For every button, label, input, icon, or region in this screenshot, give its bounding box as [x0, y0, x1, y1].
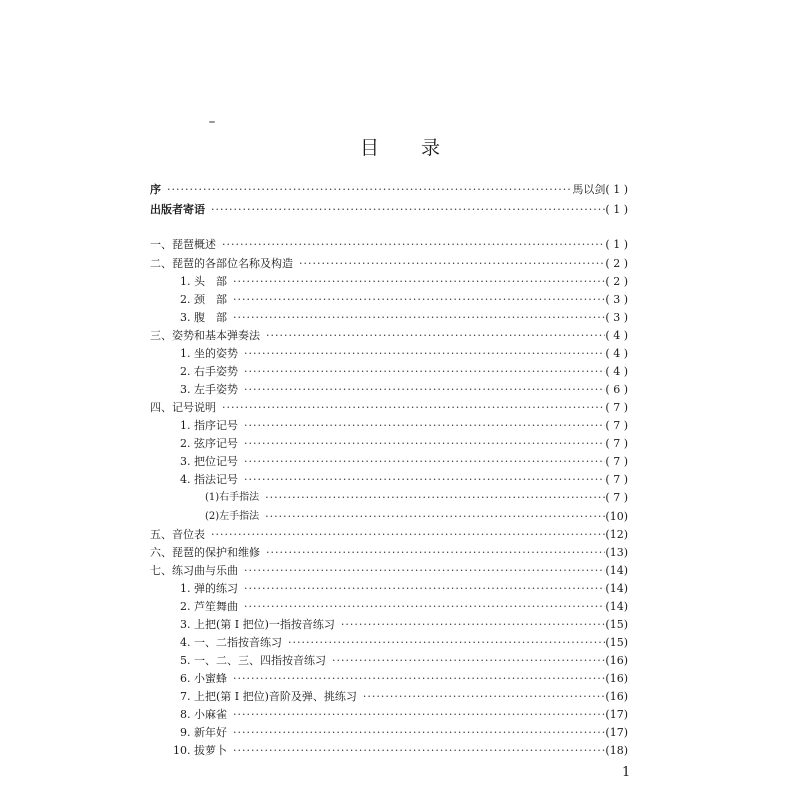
toc-entry — [180, 383, 628, 397]
toc-leader-dots — [266, 546, 605, 560]
toc-entry-page: ( 1 ) — [605, 238, 628, 251]
toc-entry-page: (16) — [605, 654, 628, 667]
toc-entry-label: 3. 左手姿势 — [180, 383, 238, 396]
toc-leader-dots — [211, 528, 605, 542]
toc-leader-dots — [244, 419, 605, 433]
toc-leader-dots — [244, 365, 605, 379]
toc-leader-dots — [244, 600, 605, 614]
toc-entry-page: ( 4 ) — [605, 329, 628, 342]
toc-leader-dots — [244, 347, 605, 361]
toc-entry-page: ( 3 ) — [605, 293, 628, 306]
toc-entry-page: (17) — [605, 726, 628, 739]
toc-entry-label: 2. 颈 部 — [180, 293, 227, 306]
toc-entry-page: ( 7 ) — [605, 455, 628, 468]
toc-entry-label: 4. 指法记号 — [180, 473, 238, 486]
toc-leader-dots — [265, 510, 605, 524]
toc-entry-label: 1. 坐的姿势 — [180, 347, 238, 360]
title-char-2: 录 — [421, 137, 441, 159]
toc-entry-page: ( 1 ) — [605, 203, 628, 216]
toc-entry-page: ( 6 ) — [605, 383, 628, 396]
scan-speck — [209, 121, 215, 123]
toc-entry-label: 五、音位表 — [150, 528, 205, 541]
toc-entry-label: 10. 拔萝卜 — [173, 744, 227, 757]
toc-leader-dots — [265, 491, 605, 505]
toc-entry — [180, 473, 628, 487]
toc-entry — [180, 654, 628, 668]
toc-entry — [180, 618, 628, 632]
toc-entry-page: (17) — [605, 708, 628, 721]
toc-entry-page: ( 2 ) — [605, 257, 628, 270]
toc-entry-label: 8. 小麻雀 — [180, 708, 227, 721]
toc-entry-page: (14) — [605, 564, 628, 577]
toc-entry-page: ( 7 ) — [605, 473, 628, 486]
toc-leader-dots — [332, 654, 605, 668]
toc-leader-dots — [167, 183, 570, 197]
toc-entry — [150, 528, 628, 542]
toc-entry — [150, 401, 628, 415]
toc-leader-dots — [233, 672, 605, 686]
toc-leader-dots — [211, 203, 605, 217]
toc-entry — [180, 311, 628, 325]
toc-entry-label: (2)左手指法 — [205, 511, 260, 522]
toc-leader-dots — [233, 708, 605, 722]
toc-leader-dots — [244, 473, 605, 487]
toc-leader-dots — [233, 311, 605, 325]
toc-entry — [150, 183, 628, 197]
toc-entry-page: ( 3 ) — [605, 311, 628, 324]
toc-entry — [180, 455, 628, 469]
toc-entry — [180, 708, 628, 722]
toc-entry-page: (12) — [605, 528, 628, 541]
toc-entry-label: 一、琵琶概述 — [150, 238, 216, 251]
toc-leader-dots — [363, 690, 605, 704]
toc-entry-page: ( 7 ) — [605, 419, 628, 432]
toc-leader-dots — [244, 564, 605, 578]
toc-entry-label: 5. 一、二、三、四指按音练习 — [180, 654, 326, 667]
toc-entry-page: (15) — [605, 636, 628, 649]
toc-entry-label: 7. 上把(第 Ⅰ 把位)音阶及弹、挑练习 — [180, 690, 357, 703]
toc-leader-dots — [299, 257, 605, 271]
toc-entry-label: 3. 把位记号 — [180, 455, 238, 468]
toc-entry-page: ( 4 ) — [605, 365, 628, 378]
toc-entry — [180, 365, 628, 379]
toc-entry — [150, 257, 628, 271]
toc-leader-dots — [222, 401, 605, 415]
toc-entry-page: (18) — [605, 744, 628, 757]
toc-leader-dots — [233, 293, 605, 307]
toc-entry-label: 2. 弦序记号 — [180, 437, 238, 450]
toc-entry — [180, 347, 628, 361]
toc-entry — [180, 690, 628, 704]
toc-leader-dots — [233, 744, 605, 758]
toc-entry-author: 馬以剑 — [572, 183, 606, 196]
toc-entry — [150, 238, 628, 252]
toc-entry-label: 序 — [150, 183, 161, 196]
title-char-1: 目 — [359, 137, 379, 159]
toc-entry-page: ( 7 ) — [605, 491, 628, 504]
toc-entry-page: ( 7 ) — [605, 401, 628, 414]
toc-entry — [180, 636, 628, 650]
toc-entry-label: (1)右手指法 — [205, 492, 260, 503]
toc-entry-page: ( 7 ) — [605, 437, 628, 450]
toc-leader-dots — [222, 238, 605, 252]
toc-entry — [150, 203, 628, 217]
toc-entry-page: (16) — [605, 690, 628, 703]
toc-leader-dots — [233, 275, 605, 289]
toc-leader-dots — [266, 329, 605, 343]
toc-entry-label: 四、记号说明 — [150, 401, 216, 414]
toc-entry-page: (14) — [605, 600, 628, 613]
toc-entry-label: 出版者寄语 — [150, 203, 205, 216]
toc-entry — [180, 275, 628, 289]
toc-entry-label: 9. 新年好 — [180, 726, 227, 739]
toc-leader-dots — [288, 636, 605, 650]
toc-entry-page: (10) — [605, 510, 628, 523]
page-number: 1 — [622, 765, 631, 780]
toc-entry-label: 二、琵琶的各部位名称及构造 — [150, 257, 293, 270]
toc-leader-dots — [341, 618, 605, 632]
toc-entry — [150, 546, 628, 560]
toc-entry-label: 4. 一、二指按音练习 — [180, 636, 282, 649]
toc-entry-label: 3. 腹 部 — [180, 311, 227, 324]
toc-entry-label: 七、练习曲与乐曲 — [150, 564, 238, 577]
toc-entry-label: 1. 头 部 — [180, 275, 227, 288]
toc-entry — [173, 744, 628, 758]
toc-leader-dots — [244, 437, 605, 451]
toc-entry-label: 2. 芦笙舞曲 — [180, 600, 238, 613]
toc-leader-dots — [233, 726, 605, 740]
toc-entry — [180, 726, 628, 740]
toc-entry — [180, 672, 628, 686]
toc-entry-label: 1. 弹的练习 — [180, 582, 238, 595]
toc-entry-label: 1. 指序记号 — [180, 419, 238, 432]
toc-entry-label: 2. 右手姿势 — [180, 365, 238, 378]
toc-entry-page: (16) — [605, 672, 628, 685]
toc-entry — [205, 491, 628, 505]
toc-entry — [180, 600, 628, 614]
toc-leader-dots — [244, 582, 605, 596]
toc-entry-label: 三、姿势和基本弹奏法 — [150, 329, 260, 342]
toc-entry-page: ( 1 ) — [605, 183, 628, 196]
toc-entry — [180, 582, 628, 596]
toc-entry — [180, 437, 628, 451]
toc-entry-label: 六、琵琶的保护和维修 — [150, 546, 260, 559]
toc-entry-page: (13) — [605, 546, 628, 559]
toc-entry — [180, 419, 628, 433]
toc-entry — [205, 510, 628, 524]
toc-leader-dots — [244, 455, 605, 469]
toc-entry-label: 6. 小蜜蜂 — [180, 672, 227, 685]
toc-entry-page: (14) — [605, 582, 628, 595]
toc-entry-page: (15) — [605, 618, 628, 631]
toc-entry-page: ( 4 ) — [605, 347, 628, 360]
toc-entry-page: ( 2 ) — [605, 275, 628, 288]
toc-entry — [150, 564, 628, 578]
toc-entry — [150, 329, 628, 343]
toc-entry-label: 3. 上把(第 Ⅰ 把位)一指按音练习 — [180, 618, 335, 631]
toc-entry — [180, 293, 628, 307]
toc-leader-dots — [244, 383, 605, 397]
